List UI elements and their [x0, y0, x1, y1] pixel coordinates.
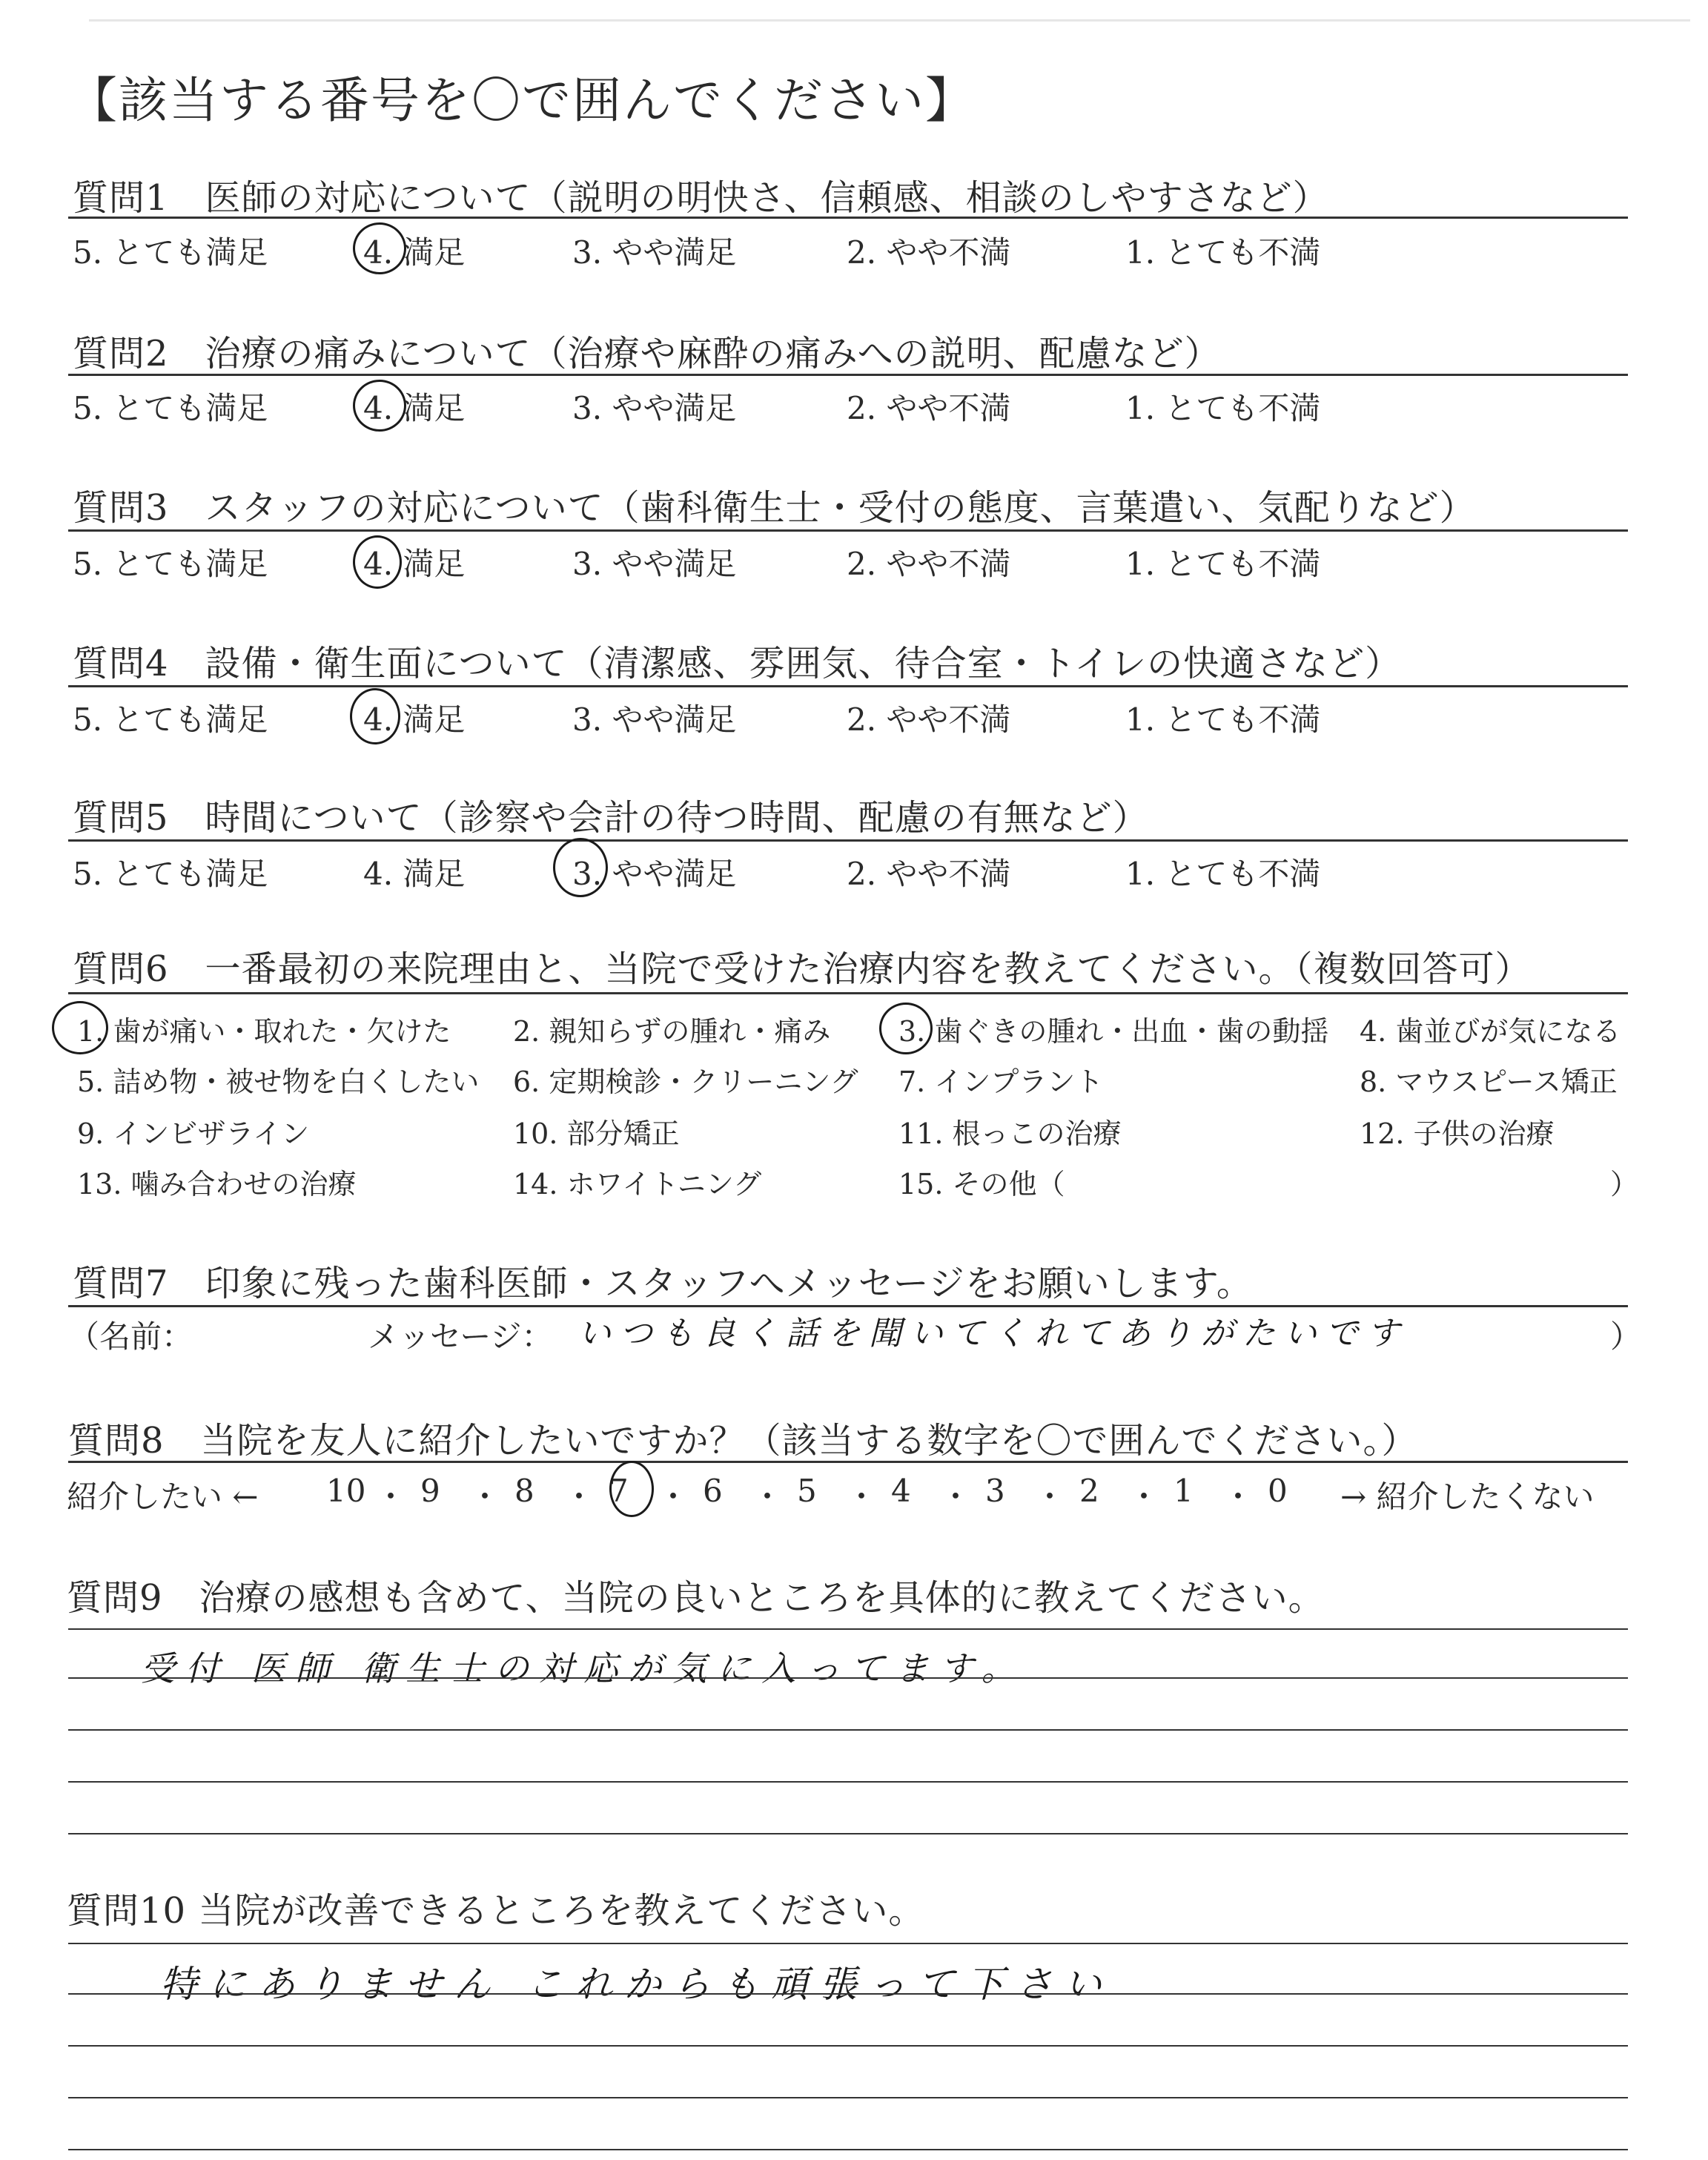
q9-answer-line-5: [68, 1833, 1628, 1834]
question-4-title: 質問4 設備・衛生面について（清潔感、雰囲気、待合室・トイレの快適さなど）: [73, 643, 1402, 684]
q10-handwritten-answer: 特にありません これからも頑張って下さい: [160, 1963, 1113, 2006]
q1-option-4[interactable]: 4. 満足: [363, 234, 466, 271]
q7-close-paren: ）: [1610, 1318, 1642, 1355]
q8-right-label: → 紹介したくない: [1340, 1479, 1595, 1515]
q7-name-label: （名前：: [68, 1318, 193, 1355]
q8-scale-value-5[interactable]: 5: [797, 1473, 817, 1509]
q5-option-2[interactable]: 2. やや不満: [847, 856, 1011, 892]
question-3-rule: [68, 529, 1628, 532]
question-1-title: 質問1 医師の対応について（説明の明快さ、信頼感、相談のしやすさなど）: [73, 177, 1329, 219]
q8-scale-value-4[interactable]: 4: [891, 1473, 911, 1509]
q8-scale-value-10[interactable]: 10: [326, 1473, 366, 1509]
question-8-rule: [68, 1461, 1628, 1463]
question-10-title: 質問10 当院が改善できるところを教えてください。: [67, 1890, 925, 1932]
q10-answer-line-2: [68, 1993, 1628, 1995]
question-1-rule: [68, 217, 1628, 219]
q6-selection-circle-3: [879, 1003, 933, 1054]
q8-scale-separator: ・: [1128, 1479, 1160, 1515]
q6-option-14[interactable]: 14. ホワイトニング: [513, 1168, 762, 1200]
q2-option-1[interactable]: 1. とても不満: [1125, 390, 1321, 426]
q6-option-13[interactable]: 13. 噛み合わせの治療: [77, 1168, 357, 1200]
q6-option-4[interactable]: 4. 歯並びが気になる: [1360, 1015, 1621, 1048]
question-7-title: 質問7 印象に残った歯科医師・スタッフへメッセージをお願いします。: [73, 1263, 1253, 1304]
question-2-rule: [68, 374, 1628, 376]
q8-scale-separator: ・: [846, 1479, 878, 1515]
q6-other-close-paren: ）: [1610, 1168, 1639, 1200]
q6-option-8[interactable]: 8. マウスピース矯正: [1360, 1066, 1618, 1098]
q6-option-11[interactable]: 11. 根っこの治療: [898, 1117, 1122, 1150]
q8-scale-separator: ・: [940, 1479, 972, 1515]
q1-option-1[interactable]: 1. とても不満: [1125, 234, 1321, 271]
q3-option-3[interactable]: 3. やや満足: [572, 546, 737, 582]
question-5-rule: [68, 839, 1628, 842]
q6-option-3[interactable]: 3. 歯ぐきの腫れ・出血・歯の動揺: [898, 1015, 1329, 1048]
q9-answer-line-3: [68, 1729, 1628, 1731]
q8-scale-value-7[interactable]: 7: [609, 1473, 629, 1509]
q6-option-6[interactable]: 6. 定期検診・クリーニング: [513, 1066, 858, 1098]
q3-option-4[interactable]: 4. 満足: [363, 546, 466, 582]
q1-option-2[interactable]: 2. やや不満: [847, 234, 1011, 271]
q8-scale-value-9[interactable]: 9: [420, 1473, 440, 1509]
q9-answer-line-2: [68, 1677, 1628, 1679]
q9-handwritten-answer: 受付 医師 衛生士の対応が気に入ってます。: [141, 1648, 1026, 1688]
q6-option-1[interactable]: 1. 歯が痛い・取れた・欠けた: [77, 1015, 451, 1048]
q8-scale-value-1[interactable]: 1: [1174, 1473, 1194, 1509]
q8-scale-value-6[interactable]: 6: [703, 1473, 723, 1509]
q4-option-1[interactable]: 1. とても不満: [1125, 701, 1321, 738]
q3-option-2[interactable]: 2. やや不満: [847, 546, 1011, 582]
q6-option-2[interactable]: 2. 親知らずの腫れ・痛み: [513, 1015, 831, 1048]
top-edge-line: [89, 19, 1690, 22]
q3-option-5[interactable]: 5. とても満足: [73, 546, 268, 582]
q10-answer-line-4: [68, 2097, 1628, 2098]
q4-option-5[interactable]: 5. とても満足: [73, 701, 268, 738]
q8-left-label: 紹介したい ←: [67, 1479, 259, 1515]
q2-option-3[interactable]: 3. やや満足: [572, 390, 737, 426]
q6-option-7[interactable]: 7. インプラント: [898, 1066, 1104, 1098]
q6-option-15[interactable]: 15. その他（: [898, 1168, 1065, 1200]
q10-answer-line-3: [68, 2045, 1628, 2047]
question-6-rule: [68, 992, 1628, 994]
q6-option-9[interactable]: 9. インビザライン: [77, 1117, 310, 1150]
q2-option-5[interactable]: 5. とても満足: [73, 390, 268, 426]
q6-option-12[interactable]: 12. 子供の治療: [1360, 1117, 1555, 1150]
q5-option-1[interactable]: 1. とても不満: [1125, 856, 1321, 892]
q8-scale-value-8[interactable]: 8: [514, 1473, 534, 1509]
q4-option-2[interactable]: 2. やや不満: [847, 701, 1011, 738]
q3-selection-circle: [353, 535, 402, 589]
q1-option-5[interactable]: 5. とても満足: [73, 234, 268, 271]
q8-scale-separator: ・: [752, 1479, 784, 1515]
q2-option-4[interactable]: 4. 満足: [363, 390, 466, 426]
q3-option-1[interactable]: 1. とても不満: [1125, 546, 1321, 582]
q6-option-10[interactable]: 10. 部分矯正: [513, 1117, 680, 1150]
q8-scale-separator: ・: [375, 1479, 407, 1515]
q10-answer-line-1: [68, 1943, 1628, 1944]
q8-scale-separator: ・: [658, 1479, 689, 1515]
instruction-header: 【該当する番号を〇で囲んでください】: [68, 72, 976, 129]
q2-option-2[interactable]: 2. やや不満: [847, 390, 1011, 426]
q7-message-label: メッセージ：: [368, 1318, 553, 1355]
q10-answer-line-5: [68, 2149, 1628, 2150]
q8-scale-value-2[interactable]: 2: [1079, 1473, 1099, 1509]
q5-option-4[interactable]: 4. 満足: [363, 856, 466, 892]
q9-answer-line-1: [68, 1628, 1628, 1630]
question-6-title: 質問6 一番最初の来院理由と、当院で受けた治療内容を教えてください。（複数回答可）: [73, 948, 1532, 990]
q5-selection-circle: [553, 838, 608, 897]
q2-selection-circle: [353, 380, 406, 432]
q8-scale-separator: ・: [469, 1479, 501, 1515]
q8-scale-separator: ・: [563, 1479, 595, 1515]
q1-option-3[interactable]: 3. やや満足: [572, 234, 737, 271]
q4-option-3[interactable]: 3. やや満足: [572, 701, 737, 738]
q8-scale-value-0[interactable]: 0: [1268, 1473, 1288, 1509]
q7-handwritten-message: いつも良く話を聞いてくれてありがたいです: [578, 1315, 1409, 1353]
question-9-title: 質問9 治療の感想も含めて、当院の良いところを具体的に教えてください。: [67, 1577, 1325, 1619]
question-2-title: 質問2 治療の痛みについて（治療や麻酔の痛みへの説明、配慮など）: [73, 333, 1221, 374]
q4-selection-circle: [350, 688, 400, 744]
q8-scale-value-3[interactable]: 3: [985, 1473, 1005, 1509]
question-8-title: 質問8 当院を友人に紹介したいですか？（該当する数字を〇で囲んでください。）: [68, 1420, 1418, 1462]
q9-answer-line-4: [68, 1781, 1628, 1783]
q6-option-5[interactable]: 5. 詰め物・被せ物を白くしたい: [77, 1066, 480, 1098]
q5-option-3[interactable]: 3. やや満足: [572, 856, 737, 892]
question-3-title: 質問3 スタッフの対応について（歯科衛生士・受付の態度、言葉遣い、気配りなど）: [73, 487, 1476, 529]
q4-option-4[interactable]: 4. 満足: [363, 701, 466, 738]
q8-selection-circle: [609, 1461, 654, 1517]
q8-scale-separator: ・: [1222, 1479, 1254, 1515]
question-5-title: 質問5 時間について（診察や会計の待つ時間、配慮の有無など）: [73, 797, 1149, 839]
question-4-rule: [68, 685, 1628, 687]
q1-selection-circle: [353, 222, 406, 274]
q5-option-5[interactable]: 5. とても満足: [73, 856, 268, 892]
q8-scale-separator: ・: [1034, 1479, 1066, 1515]
q6-selection-circle-1: [52, 1001, 108, 1054]
